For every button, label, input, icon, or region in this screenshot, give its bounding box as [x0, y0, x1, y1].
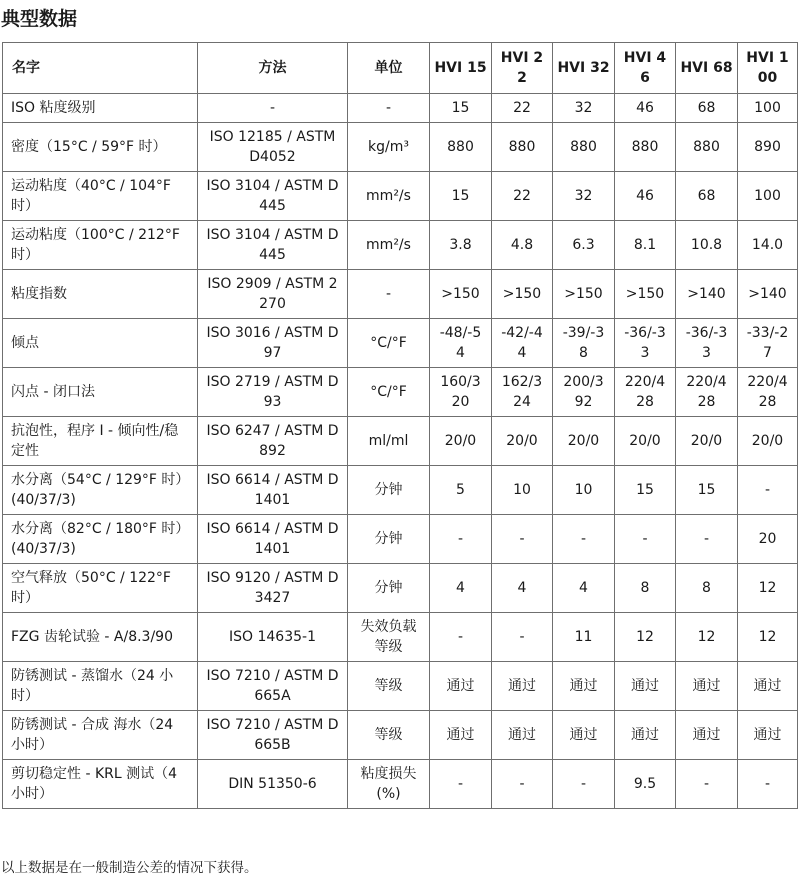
- value-cell: -36/-33: [615, 319, 676, 368]
- unit-cell: -: [348, 94, 430, 123]
- value-cell: 12: [676, 613, 738, 662]
- value-cell: 12: [615, 613, 676, 662]
- value-cell: 20/0: [553, 417, 615, 466]
- value-cell: 20: [738, 515, 798, 564]
- property-name-cell: 运动粘度（100°C / 212°F 时）: [3, 221, 198, 270]
- property-name-cell: 闪点 - 闭口法: [3, 368, 198, 417]
- value-cell: 20/0: [615, 417, 676, 466]
- unit-cell: 分钟: [348, 515, 430, 564]
- column-header-hvi-46: HVI 46: [615, 43, 676, 94]
- value-cell: 8: [676, 564, 738, 613]
- value-cell: 4: [553, 564, 615, 613]
- value-cell: 通过: [676, 662, 738, 711]
- value-cell: -: [492, 760, 553, 809]
- value-cell: 通过: [738, 662, 798, 711]
- table-body: [3, 94, 798, 809]
- value-cell: -: [553, 515, 615, 564]
- table-row: [3, 319, 798, 368]
- value-cell: 880: [553, 123, 615, 172]
- table-row: [3, 221, 798, 270]
- table-row: [3, 613, 798, 662]
- test-method-cell: ISO 3104 / ASTM D445: [198, 221, 348, 270]
- property-name-cell: 空气释放（50°C / 122°F 时）: [3, 564, 198, 613]
- value-cell: 10: [492, 466, 553, 515]
- property-name-cell: 密度（15°C / 59°F 时）: [3, 123, 198, 172]
- value-cell: 32: [553, 94, 615, 123]
- value-cell: 15: [615, 466, 676, 515]
- value-cell: 220/428: [676, 368, 738, 417]
- table-row: [3, 564, 798, 613]
- table-row: [3, 515, 798, 564]
- value-cell: -: [492, 515, 553, 564]
- value-cell: -: [492, 613, 553, 662]
- value-cell: >150: [492, 270, 553, 319]
- value-cell: 10: [553, 466, 615, 515]
- table-row: [3, 172, 798, 221]
- value-cell: >150: [615, 270, 676, 319]
- value-cell: 68: [676, 172, 738, 221]
- value-cell: 9.5: [615, 760, 676, 809]
- test-method-cell: ISO 6614 / ASTM D1401: [198, 515, 348, 564]
- value-cell: -: [430, 613, 492, 662]
- test-method-cell: DIN 51350-6: [198, 760, 348, 809]
- test-method-cell: ISO 6247 / ASTM D892: [198, 417, 348, 466]
- value-cell: 20/0: [738, 417, 798, 466]
- value-cell: 15: [430, 94, 492, 123]
- unit-cell: 粘度损失 (%): [348, 760, 430, 809]
- page-title: 典型数据: [1, 8, 78, 30]
- unit-cell: kg/m³: [348, 123, 430, 172]
- value-cell: 46: [615, 172, 676, 221]
- column-header-unit: 单位: [348, 43, 430, 94]
- value-cell: -: [676, 760, 738, 809]
- unit-cell: 等级: [348, 662, 430, 711]
- value-cell: 162/324: [492, 368, 553, 417]
- value-cell: 通过: [430, 662, 492, 711]
- test-method-cell: ISO 3016 / ASTM D97: [198, 319, 348, 368]
- value-cell: 通过: [615, 711, 676, 760]
- test-method-cell: ISO 6614 / ASTM D1401: [198, 466, 348, 515]
- value-cell: 通过: [492, 711, 553, 760]
- value-cell: 890: [738, 123, 798, 172]
- header-row: [3, 43, 798, 94]
- value-cell: 通过: [553, 662, 615, 711]
- column-header-method: 方法: [198, 43, 348, 94]
- test-method-cell: ISO 7210 / ASTM D665A: [198, 662, 348, 711]
- value-cell: -: [676, 515, 738, 564]
- value-cell: 5: [430, 466, 492, 515]
- value-cell: -: [615, 515, 676, 564]
- value-cell: 11: [553, 613, 615, 662]
- unit-cell: °C/°F: [348, 319, 430, 368]
- value-cell: 通过: [615, 662, 676, 711]
- value-cell: 通过: [553, 711, 615, 760]
- unit-cell: -: [348, 270, 430, 319]
- footnote: 以上数据是在一般制造公差的情况下获得。: [1, 860, 258, 876]
- table-row: [3, 711, 798, 760]
- value-cell: 100: [738, 172, 798, 221]
- test-method-cell: ISO 7210 / ASTM D665B: [198, 711, 348, 760]
- value-cell: 880: [676, 123, 738, 172]
- value-cell: 10.8: [676, 221, 738, 270]
- table-row: [3, 760, 798, 809]
- table-row: [3, 662, 798, 711]
- value-cell: -: [430, 515, 492, 564]
- value-cell: -36/-33: [676, 319, 738, 368]
- property-name-cell: 倾点: [3, 319, 198, 368]
- column-header-hvi-22: HVI 22: [492, 43, 553, 94]
- value-cell: -: [430, 760, 492, 809]
- value-cell: 4: [492, 564, 553, 613]
- value-cell: >150: [553, 270, 615, 319]
- column-header-hvi-68: HVI 68: [676, 43, 738, 94]
- column-header-name: 名字: [3, 43, 198, 94]
- value-cell: 46: [615, 94, 676, 123]
- value-cell: 6.3: [553, 221, 615, 270]
- unit-cell: 分钟: [348, 466, 430, 515]
- unit-cell: mm²/s: [348, 172, 430, 221]
- value-cell: 14.0: [738, 221, 798, 270]
- value-cell: >140: [738, 270, 798, 319]
- unit-cell: 失效负载等级: [348, 613, 430, 662]
- value-cell: 通过: [738, 711, 798, 760]
- value-cell: 通过: [492, 662, 553, 711]
- value-cell: 4.8: [492, 221, 553, 270]
- test-method-cell: ISO 2719 / ASTM D93: [198, 368, 348, 417]
- unit-cell: mm²/s: [348, 221, 430, 270]
- value-cell: 100: [738, 94, 798, 123]
- test-method-cell: ISO 12185 / ASTM D4052: [198, 123, 348, 172]
- property-name-cell: 剪切稳定性 - KRL 测试（4 小时）: [3, 760, 198, 809]
- value-cell: 15: [430, 172, 492, 221]
- property-name-cell: 抗泡性，程序 I - 倾向性/稳定性: [3, 417, 198, 466]
- value-cell: >150: [430, 270, 492, 319]
- value-cell: 880: [492, 123, 553, 172]
- value-cell: 880: [430, 123, 492, 172]
- value-cell: 32: [553, 172, 615, 221]
- value-cell: -33/-27: [738, 319, 798, 368]
- value-cell: 880: [615, 123, 676, 172]
- value-cell: 12: [738, 613, 798, 662]
- column-header-hvi-100: HVI 100: [738, 43, 798, 94]
- table-row: [3, 368, 798, 417]
- table-row: [3, 270, 798, 319]
- table-row: [3, 94, 798, 123]
- unit-cell: ml/ml: [348, 417, 430, 466]
- value-cell: 220/428: [615, 368, 676, 417]
- value-cell: 12: [738, 564, 798, 613]
- value-cell: -: [738, 760, 798, 809]
- test-method-cell: ISO 2909 / ASTM 2270: [198, 270, 348, 319]
- typical-data-table: [2, 42, 798, 809]
- value-cell: -39/-38: [553, 319, 615, 368]
- column-header-hvi-15: HVI 15: [430, 43, 492, 94]
- property-name-cell: FZG 齿轮试验 - A/8.3/90: [3, 613, 198, 662]
- test-method-cell: -: [198, 94, 348, 123]
- value-cell: 200/392: [553, 368, 615, 417]
- value-cell: 22: [492, 172, 553, 221]
- value-cell: 通过: [430, 711, 492, 760]
- property-name-cell: 水分离（82°C / 180°F 时）(40/37/3): [3, 515, 198, 564]
- unit-cell: 等级: [348, 711, 430, 760]
- property-name-cell: 防锈测试 - 蒸馏水（24 小时）: [3, 662, 198, 711]
- value-cell: -48/-54: [430, 319, 492, 368]
- column-header-hvi-32: HVI 32: [553, 43, 615, 94]
- value-cell: 160/320: [430, 368, 492, 417]
- value-cell: 22: [492, 94, 553, 123]
- property-name-cell: ISO 粘度级别: [3, 94, 198, 123]
- unit-cell: 分钟: [348, 564, 430, 613]
- property-name-cell: 防锈测试 - 合成 海水（24 小时）: [3, 711, 198, 760]
- value-cell: 8.1: [615, 221, 676, 270]
- property-name-cell: 运动粘度（40°C / 104°F 时）: [3, 172, 198, 221]
- property-name-cell: 水分离（54°C / 129°F 时）(40/37/3): [3, 466, 198, 515]
- value-cell: 20/0: [430, 417, 492, 466]
- value-cell: 15: [676, 466, 738, 515]
- value-cell: 220/428: [738, 368, 798, 417]
- value-cell: -: [553, 760, 615, 809]
- table-row: [3, 466, 798, 515]
- test-method-cell: ISO 14635-1: [198, 613, 348, 662]
- value-cell: 3.8: [430, 221, 492, 270]
- property-name-cell: 粘度指数: [3, 270, 198, 319]
- value-cell: 4: [430, 564, 492, 613]
- value-cell: 8: [615, 564, 676, 613]
- value-cell: 68: [676, 94, 738, 123]
- test-method-cell: ISO 9120 / ASTM D3427: [198, 564, 348, 613]
- table-row: [3, 123, 798, 172]
- value-cell: 20/0: [676, 417, 738, 466]
- test-method-cell: ISO 3104 / ASTM D445: [198, 172, 348, 221]
- table-row: [3, 417, 798, 466]
- value-cell: >140: [676, 270, 738, 319]
- value-cell: 20/0: [492, 417, 553, 466]
- value-cell: -: [738, 466, 798, 515]
- unit-cell: °C/°F: [348, 368, 430, 417]
- value-cell: -42/-44: [492, 319, 553, 368]
- value-cell: 通过: [676, 711, 738, 760]
